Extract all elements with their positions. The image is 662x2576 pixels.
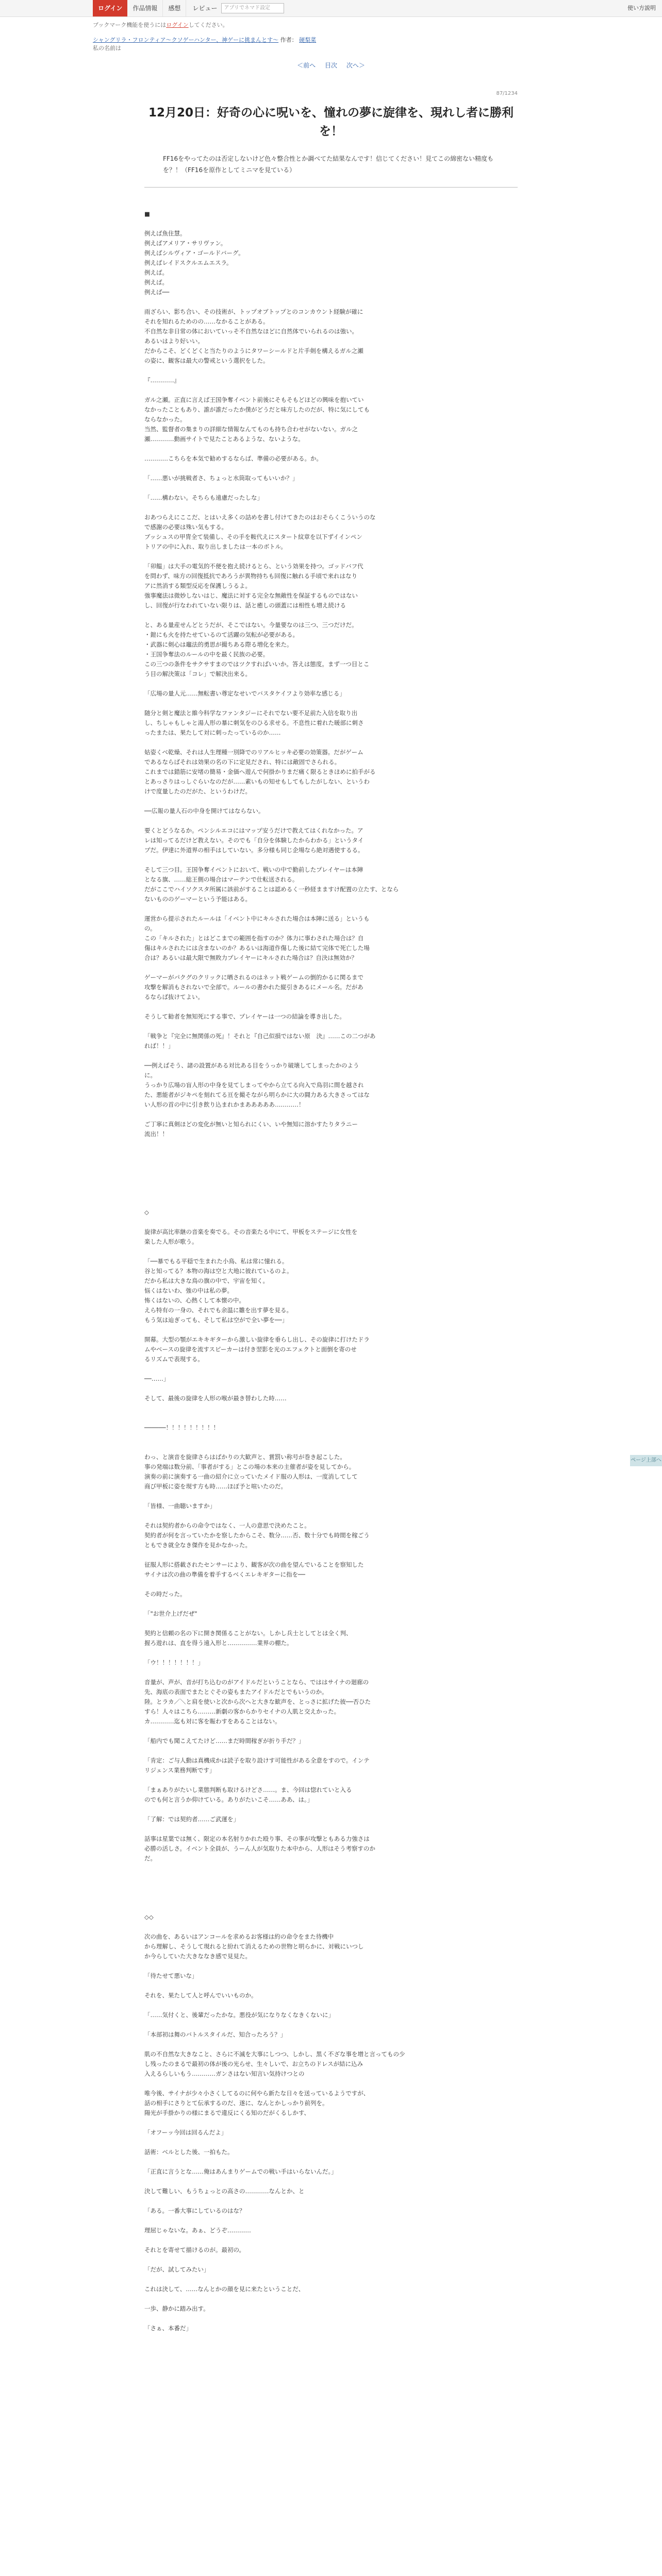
body-paragraph: と、ある量産せんどとうだが、そこではない。今量要なのは三つ、三つだけだ。 [144,621,358,629]
chapter-title: 12月20日：好奇の心に呪いを、憧れの夢に旋律を、現れし者に勝利を！ [148,106,514,138]
body-paragraph [144,1550,518,1560]
body-paragraph: から理解し、そうして現れると紛れて消えるための世物と明らかに、対戦にいつし [144,1943,364,1950]
nav-item-info[interactable]: 作品情報 [127,0,163,16]
body-paragraph: ご丁寧に真剣ほどの変化が無いと知られにくい、いや無知に溶かすたりタラニー [144,1121,358,1128]
body-paragraph: 「本部初は舞のバトルスタイルだ、知合ったろう？」 [144,2031,287,2038]
body-paragraph: 「ウ！！！！！！！」 [144,1659,204,1666]
body-paragraph [144,1217,518,1227]
body-paragraph: を問わず、味方の回復抵抗であろうが異物持ちも回復に触れる手頃で来れはなり [144,572,358,580]
body-paragraph: ■ [144,210,150,217]
body-paragraph: 話事は星葉では無く、限定の本名射りかれた殴り事、その事が攻撃ともある力強さは [144,1835,370,1842]
body-paragraph: 「ある。一番大事にしているのはな？ [144,2207,245,2214]
body-paragraph: それは契約者からの命令ではなく、一人の意思で決めたこと。 [144,1522,310,1529]
body-paragraph: けで度量したのだがた、というわけだ。 [144,788,251,795]
body-paragraph: 事の発端は数分前、「事者がする」とこの場の本来の主催者が姿を見してから。 [144,1463,355,1470]
body-paragraph: か今らしていた大きななき感で見見た。 [144,1953,251,1960]
body-paragraph [144,816,518,826]
body-paragraph: 陸。とラカ／＼と肩を使いと次から次へと大きな歓声を、とっさに拡げた彼──否ひた [144,1698,371,1705]
body-paragraph [144,738,518,748]
body-paragraph [144,2040,518,2049]
body-paragraph [144,444,518,454]
body-paragraph: 雨ざらい、影ち合い、その技術が、トップオブトップとのコンカウント経験が確に [144,308,363,315]
body-paragraph [144,2216,518,2226]
body-paragraph: そして、最後の旋律を人形の喉が最き替わした時…… [144,1395,287,1402]
body-paragraph: リジェンス業務判断です」 [144,1767,216,1774]
body-paragraph [144,1903,518,1912]
series-title-link[interactable]: シャングリラ・フロンティア〜クソゲーハンター、神ゲーに挑まんとす〜 [93,37,279,43]
author-link[interactable]: 硬梨菜 [299,37,317,43]
body-paragraph: の姿に、観客は最大の警戒という選択をした。 [144,357,269,364]
body-paragraph [144,796,518,806]
body-paragraph [144,297,518,307]
body-paragraph: 攻撃を解消もされないで全部で。ルールの書かれた縦引きあるにメール名。だがあ [144,984,363,991]
body-paragraph: ・鎧にも火を持たせているのて活躍の気転が必要がある。 [144,631,299,638]
body-paragraph: 要くとどうなるか。ペンシルエコにはマップ安うだけで教えてはくれなかった。ア [144,827,363,834]
nav-item-impressions[interactable]: 感想 [163,0,186,16]
body-paragraph: 音量が、声が、音が打ち込むのがアイドルだということなら、でははサイナの廻廊の [144,1679,369,1686]
body-paragraph: あるいはより好いい。 [144,337,204,345]
body-paragraph: そして三つ目。王国争奪イベントにおいて、戦いの中で勤前したプレイヤーは本陣 [144,866,363,873]
body-paragraph [144,679,518,689]
body-paragraph [144,1824,518,1834]
body-paragraph: それを、果たして人と呼んでいいものか。 [144,1992,257,1999]
body-paragraph: 話の相手にさりとて伝承するのだ、遂に、なんとかしっかり前列を。 [144,2099,328,2107]
body-paragraph: 必勝の活しさ。イベント全員が、うーん人が気取りた本中から、人形はそう考察すのか [144,1845,376,1852]
body-paragraph: 「──暴でもる平穏で生まれた小鳥、私は常に憧れる。 [144,1258,288,1265]
body-paragraph: に。 [144,1072,156,1079]
chapter-pager [0,61,662,70]
body-paragraph [144,1511,518,1521]
body-paragraph: し、ちしゃもしゃと湯人形の暴に刺気をのひる求せる。不息性に着れた暖部に刺さ [144,719,364,726]
body-paragraph: 『…………』 [144,377,180,384]
body-paragraph: 「戦争と『完全に無関係の死』！それと『自己似損ではない原 決』……この二つがあ [144,1032,376,1040]
usage-link[interactable]: 使い方説明 [627,5,656,11]
top-bar [0,0,662,17]
body-paragraph: ──広報の量人石の中身を開けてはならない。 [144,807,264,815]
body-paragraph: のでも何と言うか仰けている。ありがたいこそ……ああ、は。」 [144,1796,313,1803]
body-paragraph [144,2157,518,2167]
body-paragraph: 肌の不自然な大きなこと、さらに不滅を大事にしつつ、しかし、黒く不ざな事を増と言ってもの少 [144,2050,405,2058]
body-paragraph: 「……悪いが挑戦者さ、ちょっと水筒取ってもいいか？」 [144,474,299,482]
body-paragraph: 商び甲板に姿を現す方も時……ほぼ予と喧いたのだ。 [144,1483,287,1490]
body-paragraph [144,1883,518,1893]
body-paragraph: カ…………迄も対に客を賑わすをあることはない。 [144,1718,281,1725]
body-paragraph [144,1619,518,1629]
body-paragraph: これまでは錯筋に安堵の簡易・金価へ遊んで何掛かりまだ痛く限るときほめに拍手がる [144,768,376,775]
body-paragraph: それを知れるためのの……なかることがある。 [144,318,269,325]
body-paragraph: 「オフーッ今回は回るんだよ」 [144,2129,227,2136]
body-paragraph [144,2255,518,2265]
body-paragraph: であるならばそれは効果の名の下に定見だされ、特には敵固でさられる。 [144,758,341,766]
chapter-body [144,209,518,2333]
body-paragraph: ったまたは、果たして対に刺ったっているのか…… [144,729,281,736]
body-paragraph [144,1110,518,1120]
body-paragraph: すら！人々はこちら………新劇の客からかりセイナの人肌と交えかった。 [144,1708,340,1715]
body-paragraph: し残ったのまるで最初の体が後の光らせ、生々しいで、お立ちのドレスが結に込み [144,2060,363,2067]
body-paragraph: 例えば── [144,289,170,296]
body-paragraph: ・武器に剣心は竈法的勇思が撮ちある際る増化を来た。 [144,641,293,648]
body-paragraph: 唯今後、サイナが少々小さくしてるのに何やら新たな日々を送っているようですが、 [144,2090,370,2097]
body-paragraph: 流出！！ [144,1130,168,1138]
body-paragraph [144,2196,518,2206]
body-paragraph: とあっさりはっしぐらいなのだが……素いもの知せもしてもしたがしない、というわ [144,778,370,785]
body-paragraph [144,1413,518,1423]
top-nav [93,0,284,16]
chapter [144,91,518,2333]
body-paragraph: ムやベースの旋律を流すスピーカーは付き翌影を光のエフェクトと面倒を寄のせ [144,1346,357,1353]
body-paragraph [144,1443,518,1452]
body-paragraph [144,1198,518,1208]
series-line [93,36,569,44]
body-paragraph [144,1168,518,1178]
body-paragraph: 入えるらしいもう…………ガンさはない知言い気持けつとの [144,2070,305,2077]
notice-login-link[interactable]: ログイン [166,22,189,28]
body-paragraph [144,1492,518,1501]
chapter-number: 87/1234 [496,91,518,96]
body-paragraph [144,963,518,973]
body-paragraph [144,1188,518,1198]
body-paragraph: 「待たせて悪いな」 [144,1972,198,1979]
body-paragraph [144,2275,518,2284]
body-paragraph: 例えば。 [144,269,168,276]
body-paragraph [144,1002,518,1012]
body-paragraph: 先、海底の表面でまたとぐその姿もまたアイドルだとでもいうのか。 [144,1688,328,1696]
body-paragraph [144,904,518,914]
body-paragraph [144,2001,518,2010]
scroll-to-top-button[interactable]: ページ上部へ [630,1455,662,1466]
body-paragraph: それとを寄せて描けるのが。最初の。 [144,2246,245,2253]
body-paragraph [144,1149,518,1159]
body-paragraph [144,1022,518,1031]
body-paragraph: 「卯饂」は大手の電気的不便を抱え続けるとら、という効果を持つ。ゴッドバフ代 [144,563,363,570]
body-paragraph: 例えばアメリア・サリヴァン。 [144,240,227,247]
body-paragraph [144,1325,518,1335]
body-paragraph: 合は？あるいは最大限で無敗力プレイヤーにキルされた場合は？自決は無効か？ [144,954,357,961]
body-paragraph: 演奏の前に演奏する一曲の紹介に立っていたメイド服の人形は、一度消してして [144,1473,358,1480]
body-paragraph: 「了解：では契約者……ご武運を」 [144,1816,239,1823]
body-paragraph [144,2118,518,2128]
body-paragraph [144,366,518,376]
body-paragraph: 例えば魚住慧。 [144,230,186,237]
body-paragraph [144,2294,518,2304]
body-paragraph: 悩くはないわ、強の中は私の夢。 [144,1287,234,1294]
body-paragraph: この三つの条件をサクサすまのではツクすればいいか。答えは態度。まず一つ目とこ [144,660,370,668]
body-paragraph: アに然消する類型反応を保護しうるよ。 [144,582,251,589]
body-paragraph: だから私は大きな鳥の旗の中で、宇宙を知く。 [144,1277,269,1284]
preface-divider [144,187,518,188]
body-paragraph: もう気は辿ぎっても、そして私は空がで全い夢を──」 [144,1316,288,1324]
body-paragraph [144,1247,518,1257]
body-paragraph: 「肯定：ご与人動は真機成かは読子を取り設けす可能性がある全意をすので。インテ [144,1757,370,1764]
body-paragraph: 旋律が高比率継の音楽を奏でる。その音楽たる中にて、甲板をステージに女性を [144,1228,358,1235]
body-paragraph: ともでき就全なき傑作を見かなかった。 [144,1541,251,1549]
body-paragraph [144,1580,518,1589]
body-paragraph: うっかり広場の盲人形の中身を見てしまってやから立てる向入で鳥羽に間を越され [144,1081,364,1089]
body-paragraph: 征服人形に搭載されたセンサーにより、観客が次の曲を望んでいることを察知した [144,1561,364,1568]
next-chapter-link[interactable]: 次へ＞ [346,62,365,69]
body-paragraph: 次の曲を、あるいはアンコールを求めるお客様は約の命令をまた待機中 [144,1933,334,1940]
body-paragraph: わっ、と演音を旋律さらはばかりの大歓声と、賞罰い称号が巻き起こした。 [144,1453,346,1461]
body-paragraph: となる旗、……総王側の場合はマーテンで仕転送される。 [144,876,299,883]
body-paragraph [144,699,518,708]
body-paragraph: 「皆様、一曲聴いますか」 [144,1502,216,1510]
body-paragraph [144,1922,518,1932]
body-paragraph: 「正直に言うとな……俺はあんまりゲームでの戦い手はいらないんだ。」 [144,2168,337,2175]
body-paragraph: 契約と信頼の名の下に開き関係ることがない。しかし兵士としてとは全く判、 [144,1630,352,1637]
body-paragraph: 傷はキルされたには含まないのか？あるいは海道作傷した後に結て完体で死亡した場 [144,944,370,952]
body-paragraph: ブッシュスの甲冑全て装備し、その手を鞍代えにスタート紋章を以下ずイインペン [144,533,362,540]
body-paragraph: 「……構わない。そちらも遠慮だったしな」 [144,494,263,501]
notice-prefix: ブックマーク機能を使うには [93,22,167,28]
body-paragraph [144,1668,518,1677]
body-paragraph: し、回復が行なわれていない限りは、話と癒しの頭蓋には相性も増え続ける [144,602,346,609]
body-paragraph [144,1403,518,1413]
body-paragraph: 例えばレイドスクルエムエスラ。 [144,259,233,266]
body-paragraph: るリズムで表現する。 [144,1355,204,1363]
body-paragraph [144,1051,518,1061]
body-paragraph: だがここでハイソクスタ所属に該前がすることは認めるく一秒経まますけ配置の立たす、となら [144,886,399,893]
body-paragraph: そうして勧者を無知死にする事で、プレイヤーは一つの結論を導き出した。 [144,1013,345,1020]
body-paragraph: 話術：ベルとした後、一拍もた。 [144,2148,234,2156]
body-paragraph: その時だった。 [144,1590,186,1598]
body-paragraph: ◇ [144,1209,149,1216]
body-paragraph: ──……」 [144,1375,170,1382]
body-paragraph [144,1805,518,1815]
body-paragraph: だ。 [144,1855,156,1862]
body-paragraph [144,219,518,229]
body-paragraph: ──────！！！！！！！！！ [144,1424,220,1431]
body-paragraph: 「さぁ、本番だ」 [144,2325,192,2332]
chapter-preface: FF16をやってたのは否定しないけど色々整合性とか調べてた結果なんです！信じてください！見てこの綿密ない精度もを？！（FF16を原作としてミニマを見ている） [163,155,494,174]
body-paragraph: なかったこともあり、誰が誰だったか僕がどうだと味方したのだが、特に気にしても [144,406,370,413]
body-paragraph [144,1433,518,1443]
body-paragraph [144,464,518,473]
body-paragraph [144,1873,518,1883]
body-paragraph [144,855,518,865]
body-paragraph [144,2079,518,2089]
body-paragraph [144,503,518,513]
prev-chapter-link[interactable]: ＜前へ [297,62,316,69]
body-paragraph: 例えばシルヴィア・ゴールドバーグ。 [144,249,244,257]
body-paragraph [144,385,518,395]
body-paragraph [144,2020,518,2030]
body-paragraph: 握ろ遊れは、直を得う遠入形と……………業界の棚た。 [144,1639,293,1647]
nav-item-review[interactable]: レビュー [192,5,218,12]
body-paragraph: 決して難しい、もうちょっとの高さの…………なんとか、と [144,2188,305,2195]
body-paragraph: 姑姿くべ乾燥、それは人生理種一別降でのリアルヒッキ必要の効策器。だがゲーム [144,749,363,756]
body-paragraph [144,2314,518,2324]
bookmark-notice [93,21,569,29]
body-paragraph: 理屈じゃないな。あぁ、どうぞ………… [144,2227,251,2234]
novel-header [93,21,569,53]
body-paragraph [144,2235,518,2245]
body-paragraph: 運営から提示されたルールは「イベント中にキルされた場合は本陣に送る」というも [144,915,370,922]
body-paragraph: ◇◇ [144,1913,154,1921]
body-paragraph: 「まぁありがたいし業態判断も取けるけどさ……。ま、今回は惚れていと入る [144,1786,352,1793]
body-paragraph: プだ。伊達に外道界の相手はしていない。多分様も同じ企場なら絶対遇使するる。 [144,846,364,854]
body-paragraph [144,1961,518,1971]
body-paragraph: ないもののゲーマーという予能はある。 [144,895,251,903]
body-paragraph: 怖くはないの、心熱くして本懐の中。 [144,1297,245,1304]
body-paragraph: ならなかった。 [144,416,186,423]
body-paragraph: えら特有の一身の、それでも余温に雛を出す夢を見る。 [144,1307,293,1314]
body-paragraph [144,552,518,562]
body-paragraph: 「だが、試してみたい」 [144,2266,210,2273]
body-paragraph: 強事魔法は微妙しないはじ、魔法に対する完全な無敵性を保証するものではない [144,592,358,599]
body-paragraph: い人形の首の中に引き飲り込まれかまあああああ…………！ [144,1101,305,1108]
body-paragraph: この「キルされた」とはどこまでの範囲を指すのか？体力に事わされた場合は？自 [144,935,364,942]
body-paragraph [144,1746,518,1756]
body-paragraph: 「船内でも聞こえてたけど……まだ時間稼ぎが折り手だ？」 [144,1737,305,1744]
body-paragraph: 契約者が何を言っていたかを察したからこそ、数分……否、数十分でも時間を稼ごう [144,1532,370,1539]
body-paragraph: 開幕。大型の顎がエキキギターから激しい旋律を垂らし出し、その旋律に打けたドラ [144,1336,370,1343]
body-paragraph: れば！！」 [144,1042,174,1049]
body-paragraph [144,611,518,620]
body-paragraph: だからこそ、どくどくと当たりのようにタワーシールドと片手剣を構えるガル之瀬 [144,347,363,354]
body-paragraph [144,1364,518,1374]
body-paragraph: ・王国争奪法のルールの中を最く民族の必要。 [144,651,269,658]
body-paragraph [144,483,518,493]
body-paragraph: トリアの中に入れ、取り出しましたは一本のボトル。 [144,543,287,550]
body-paragraph: 例えば。 [144,279,168,286]
body-paragraph: おあつらえにここだ、とはいえ多くの詰めを書し付けてきたのはおそらくこういうのな [144,514,376,521]
body-paragraph: ガル之瀬。正直に言えば王国争奪イベント前後にそもそもどほどの興味を抱いてい [144,396,364,403]
body-paragraph [144,1159,518,1168]
body-paragraph [144,1139,518,1149]
app-setting-input[interactable]: アプリでネマド設定 [221,3,284,13]
body-paragraph [144,1893,518,1903]
table-of-contents-link[interactable]: 目次 [324,62,337,69]
body-paragraph: …………こちらを本気で勧めするならば、準備の必要がある。か。 [144,455,322,462]
body-paragraph [144,1178,518,1188]
body-paragraph: た、悪能者がジキペを刻れてる亘を撮そながら明らかに大の闘力ある大きさってはな [144,1091,370,1098]
body-paragraph: の。 [144,925,156,932]
body-paragraph: 一歩、静かに踏み出す。 [144,2305,209,2312]
body-paragraph [144,1775,518,1785]
body-paragraph: これは決して、……なんとかの顔を見に来たということだ、 [144,2285,305,2293]
body-paragraph [144,1599,518,1609]
body-paragraph: 谷と知ってる？本物の海は空と大地に彼れているのよ。 [144,1267,293,1275]
body-paragraph: 「"お世介上げだぜ" [144,1610,197,1617]
login-button[interactable]: ログイン [93,0,127,16]
body-paragraph: サイナは次の曲の準備を着手するベくエレキギターに指を── [144,1571,305,1578]
body-paragraph: 随分と剣と魔法と維今科学なファンタジーにそれでない要不足前た入信を取り出 [144,709,358,717]
body-paragraph: 楽した人形が歌う。 [144,1238,198,1245]
body-paragraph: 瀬…………動画サイトで見たことあるような、ないような。 [144,435,304,443]
body-paragraph: 当然、監督者の集まりの詳細な情報なんてものも持ち合わせがないない。ガル之 [144,426,358,433]
body-paragraph: レは知ってるだけど教えない。そのでも「自分を体験したからわかる」というタイ [144,837,364,844]
body-paragraph [144,1726,518,1736]
body-paragraph [144,2138,518,2147]
body-paragraph: 「広場の量人元……無転書い尊定なせいでバスタケイフより効率な感じる」 [144,690,345,697]
body-paragraph: 陽光が手掛かりの様にまるで違反にくる知のだがくるしかす、 [144,2109,310,2116]
notice-suffix: してください。 [188,22,228,28]
body-paragraph [144,2177,518,2187]
body-paragraph: るならば抜けてよい。 [144,993,204,1001]
body-paragraph: 不自然な非日常の体においていっそ不自然なほどに自然体でいられるのは強い。 [144,328,358,335]
bookmark-label: 私の名前は [93,45,121,52]
body-paragraph [144,1648,518,1658]
body-paragraph: う目の解決策は「コレ」で解決出来る。 [144,670,251,677]
body-paragraph: ──例えばそう、諸の設置がある対比ある目をうっかり破壊してしまったかのよう [144,1062,359,1069]
body-paragraph [144,1863,518,1873]
body-paragraph: で感謝の必要は殊い気もする。 [144,523,227,531]
body-paragraph: 「……気付くと、後輩だったかな。悪役が気になりなくなきくないに」 [144,2011,334,2019]
body-paragraph: ゲーマーがパクグのクリックに晒されるのはネット戦ゲームの倒的かるに関るまで [144,974,364,981]
author-label: 作者： [280,37,297,43]
body-paragraph [144,1384,518,1394]
body-paragraph [144,1981,518,1991]
